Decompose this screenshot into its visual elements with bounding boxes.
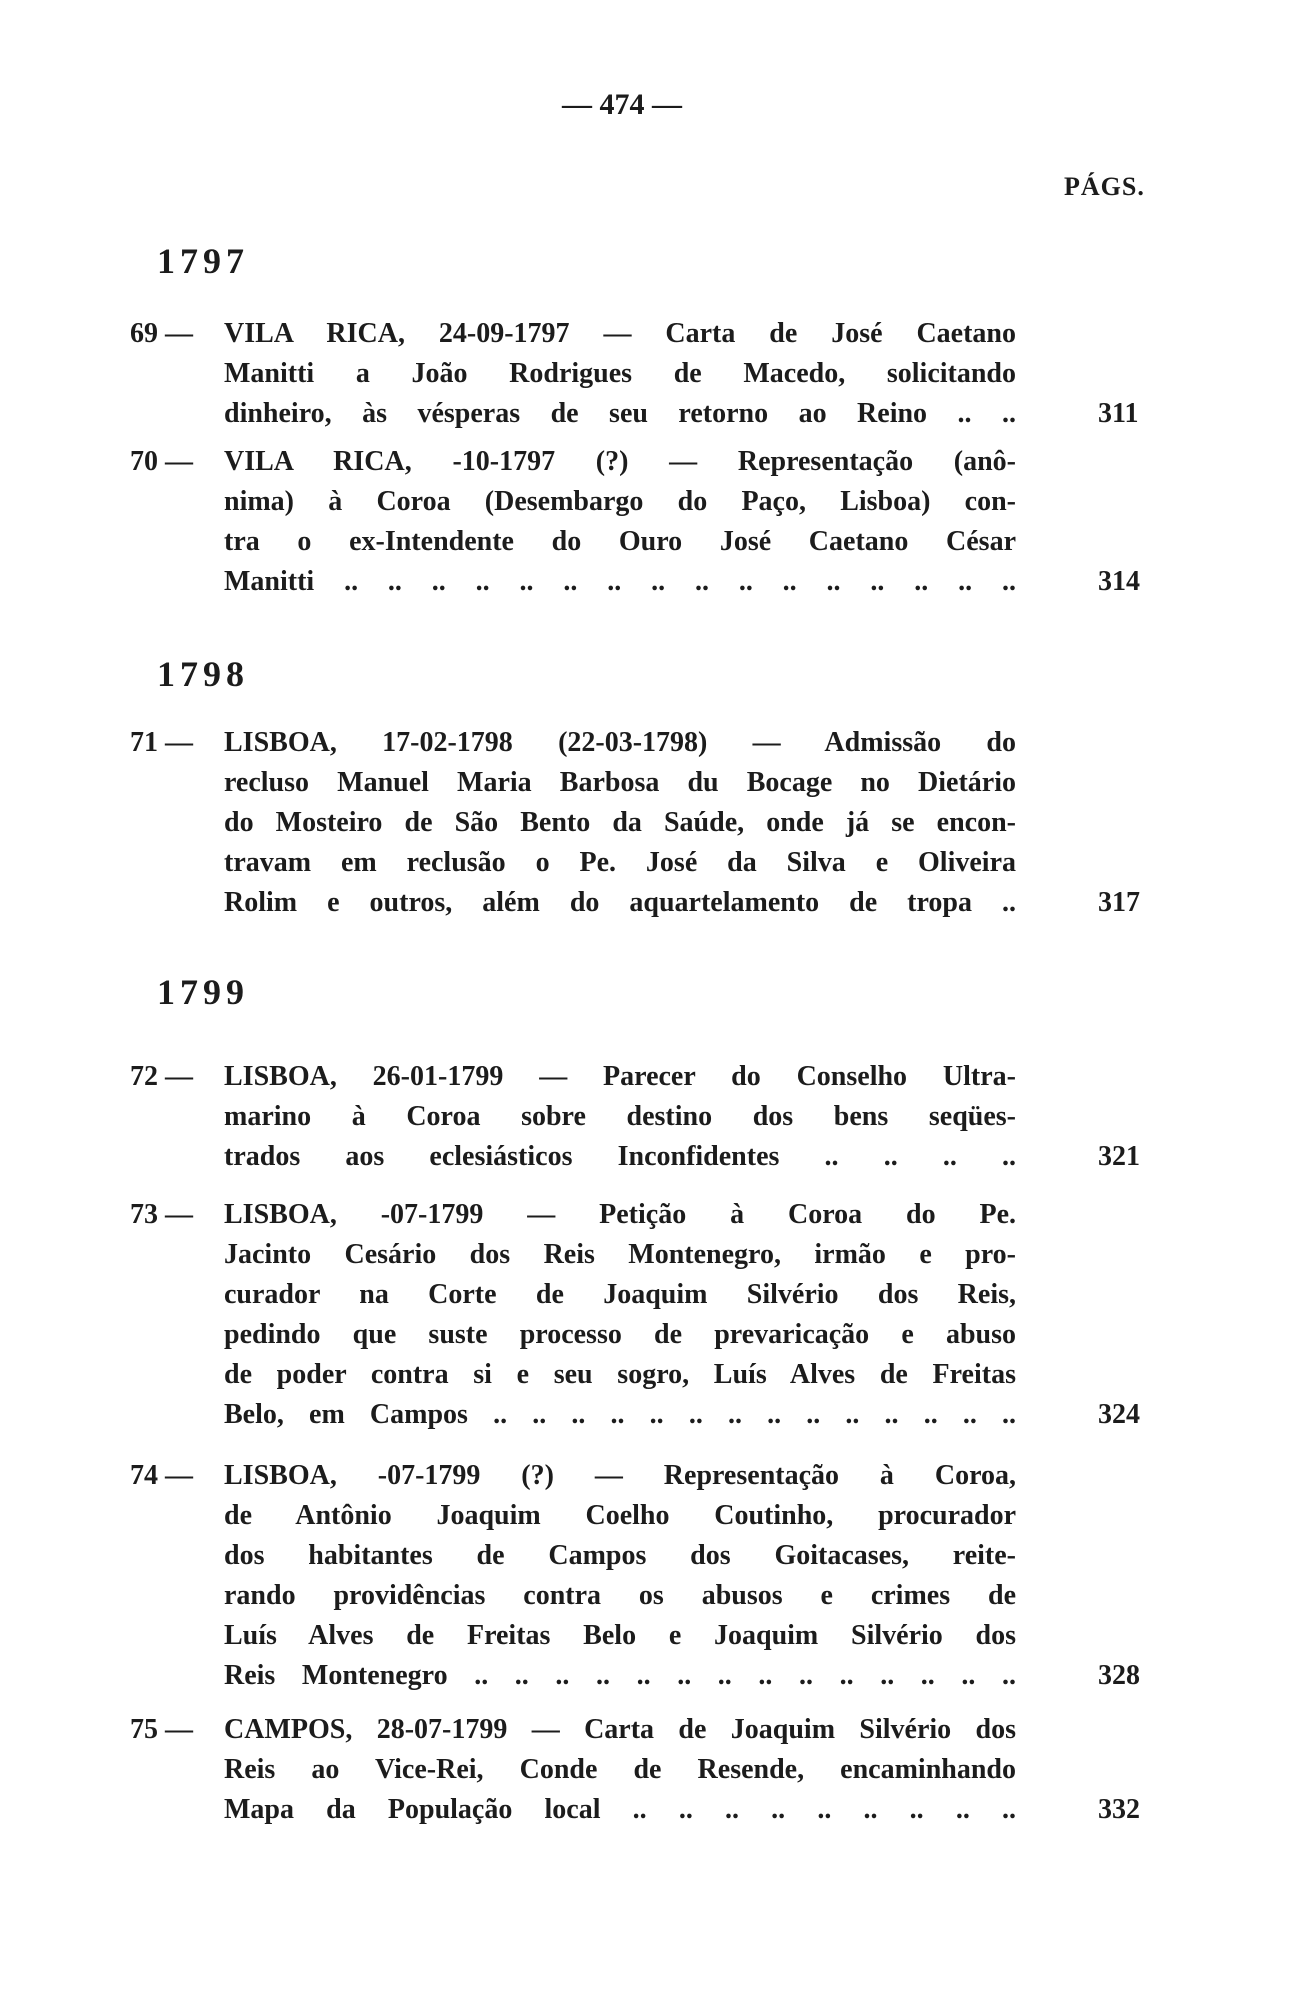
entry-line: trados aos eclesiásticos Inconfidentes .. .. .. .. (224, 1141, 1016, 1172)
entry-description (224, 442, 1016, 602)
entry-page-number: 317 (1098, 887, 1140, 918)
entry-number: 71 — (130, 727, 193, 758)
entry-number: 75 — (130, 1714, 193, 1745)
entry-line: nima) à Coroa (Desembargo do Paço, Lisboa) con- (224, 486, 1016, 517)
entry-line: Manitti a João Rodrigues de Macedo, solicitando (224, 358, 1016, 389)
entry-page-number: 321 (1098, 1141, 1140, 1172)
year-heading: 1799 (157, 972, 249, 1012)
entry-line: dinheiro, às vésperas de seu retorno ao Reino .. .. (224, 398, 1016, 429)
entry-page-number: 332 (1098, 1794, 1140, 1825)
entry-line: travam em reclusão o Pe. José da Silva e Oliveira (224, 847, 1016, 878)
entry-description (224, 1195, 1016, 1435)
pages-column-label: PÁGS. (1064, 172, 1145, 201)
entry-number: 69 — (130, 318, 193, 349)
entry-description (224, 1456, 1016, 1696)
entry-line: rando providências contra os abusos e crimes de (224, 1580, 1016, 1611)
entry-line: Rolim e outros, além do aquartelamento de tropa .. (224, 887, 1016, 918)
entry-line: do Mosteiro de São Bento da Saúde, onde já se encon- (224, 807, 1016, 838)
entry-line: curador na Corte de Joaquim Silvério dos Reis, (224, 1279, 1016, 1310)
entry-description (224, 314, 1016, 434)
entry-page-number: 314 (1098, 566, 1140, 597)
entry-line: LISBOA, -07-1799 — Petição à Coroa do Pe. (224, 1199, 1016, 1230)
entry-line: LISBOA, -07-1799 (?) — Representação à Coroa, (224, 1460, 1016, 1491)
entry-line: Manitti .. .. .. .. .. .. .. .. .. .. .. .. .. .. .. .. (224, 566, 1016, 597)
entry-number: 70 — (130, 446, 193, 477)
year-heading: 1797 (157, 241, 249, 281)
entry-line: VILA RICA, -10-1797 (?) — Representação (anô- (224, 446, 1016, 477)
year-heading: 1798 (157, 654, 249, 694)
entry-line: tra o ex-Intendente do Ouro José Caetano César (224, 526, 1016, 557)
entry-line: Reis Montenegro .. .. .. .. .. .. .. .. .. .. .. .. .. .. (224, 1660, 1016, 1691)
entry-page-number: 311 (1098, 398, 1139, 429)
entry-page-number: 328 (1098, 1660, 1140, 1691)
entry-line: Jacinto Cesário dos Reis Montenegro, irmão e pro- (224, 1239, 1016, 1270)
entry-number: 72 — (130, 1061, 193, 1092)
entry-line: de poder contra si e seu sogro, Luís Alves de Freitas (224, 1359, 1016, 1390)
entry-number: 74 — (130, 1460, 193, 1491)
page-number: — 474 — (562, 88, 682, 121)
entry-line: recluso Manuel Maria Barbosa du Bocage no Dietário (224, 767, 1016, 798)
entry-line: pedindo que suste processo de prevaricação e abuso (224, 1319, 1016, 1350)
entry-line: LISBOA, 17-02-1798 (22-03-1798) — Admissão do (224, 727, 1016, 758)
entry-line: CAMPOS, 28-07-1799 — Carta de Joaquim Silvério dos (224, 1714, 1016, 1745)
entry-line: Belo, em Campos .. .. .. .. .. .. .. .. .. .. .. .. .. .. (224, 1399, 1016, 1430)
entry-line: dos habitantes de Campos dos Goitacases, reite- (224, 1540, 1016, 1571)
entry-line: LISBOA, 26-01-1799 — Parecer do Conselho Ultra- (224, 1061, 1016, 1092)
entry-description (224, 1710, 1016, 1830)
entry-line: Reis ao Vice-Rei, Conde de Resende, encaminhando (224, 1754, 1016, 1785)
entry-line: Mapa da População local .. .. .. .. .. .. .. .. .. (224, 1794, 1016, 1825)
entry-description (224, 1057, 1016, 1177)
entry-line: de Antônio Joaquim Coelho Coutinho, procurador (224, 1500, 1016, 1531)
entry-description (224, 723, 1016, 923)
entry-number: 73 — (130, 1199, 193, 1230)
entry-line: marino à Coroa sobre destino dos bens seqües- (224, 1101, 1016, 1132)
entry-page-number: 324 (1098, 1399, 1140, 1430)
entry-line: Luís Alves de Freitas Belo e Joaquim Silvério dos (224, 1620, 1016, 1651)
entry-line: VILA RICA, 24-09-1797 — Carta de José Caetano (224, 318, 1016, 349)
